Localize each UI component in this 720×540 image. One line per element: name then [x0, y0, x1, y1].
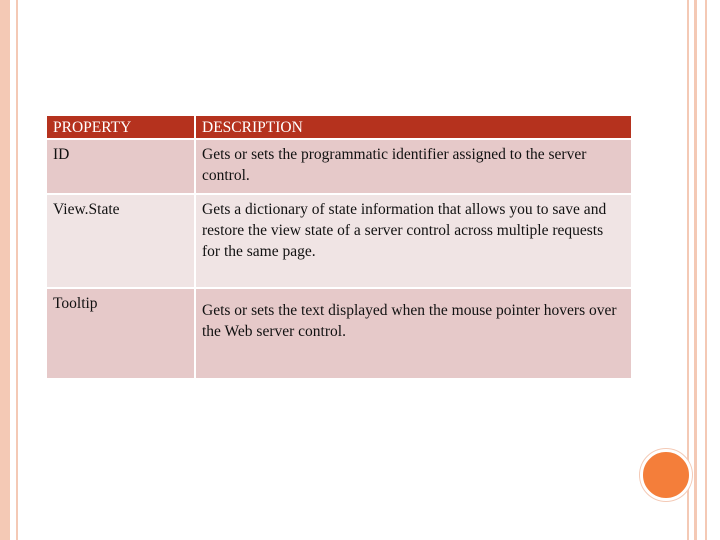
table-header-row [46, 115, 632, 139]
table-row [46, 139, 632, 194]
slide-frame-right-line [687, 0, 689, 540]
property-cell: View.State [46, 194, 195, 288]
header-description: DESCRIPTION [195, 115, 632, 139]
property-cell: ID [46, 139, 195, 194]
property-table [45, 114, 633, 380]
description-cell: Gets or sets the text displayed when the mouse pointer hovers over the Web server control. [195, 288, 632, 379]
table-row [46, 194, 632, 288]
slide-frame-right-bar [694, 0, 720, 540]
header-property: PROPERTY [46, 115, 195, 139]
description-cell: Gets or sets the programmatic identifier assigned to the server control. [195, 139, 632, 194]
property-cell: Tooltip [46, 288, 195, 379]
table-row [46, 288, 632, 379]
description-cell: Gets a dictionary of state information that allows you to save and restore the view state of a server control across multiple requests for the same page. [195, 194, 632, 288]
slide-frame-left-line [16, 0, 18, 540]
decorative-circle-icon [640, 449, 692, 501]
slide-frame-left-bar [0, 0, 10, 540]
